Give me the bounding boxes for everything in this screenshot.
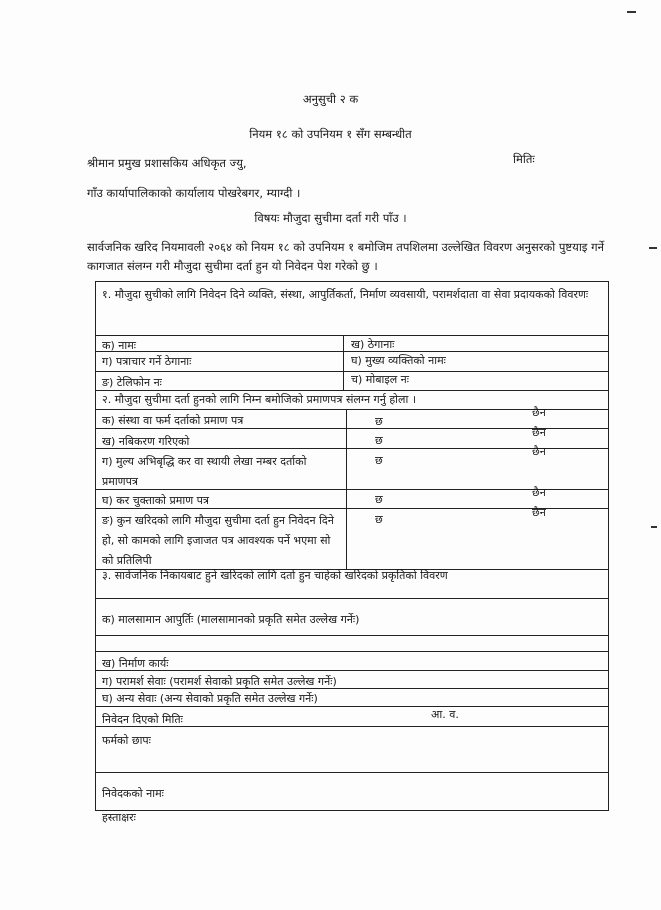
date-label: मितिः xyxy=(513,152,535,166)
section2-heading: २. मौजुदा सुचीमा दर्ता हुनको लागि निम्न बमोजिको प्रमाणपत्र संलग्न गर्नु होला । xyxy=(102,393,416,406)
goods-supply-label: क) मालसामान आपुर्तिः (मालसामानको प्रकृति समेत उल्लेख गर्नेः) xyxy=(102,613,360,626)
scan-mark xyxy=(627,11,636,13)
row-divider xyxy=(96,351,608,352)
section1-heading: १. मौजुदा सुचीको लागि निवेदन दिने व्यक्ति, संस्था, आपुर्तिकर्ता, निर्माण व्यवसायी, परामर्शदाता वा सेवा प्रदायकको विवरणः xyxy=(102,288,589,301)
annex-title: अनुसुची २ क xyxy=(302,92,359,106)
office-address: गाँउ कार्यापालिकाको कार्यालाय पोखरेबगर, म्याग्दी । xyxy=(87,186,301,200)
name-label: क) नामः xyxy=(102,339,136,352)
cert-item: ग) मुल्य अभिबृद्धि कर वा स्थायी लेखा नम्बर दर्ताको प्रमाणपत्र xyxy=(102,455,307,488)
postal-address-label: ग) पत्राचार गर्ने ठेगानाः xyxy=(102,355,192,368)
firm-stamp-label: फर्मको छापः xyxy=(102,734,151,747)
row-divider xyxy=(96,726,608,727)
row-divider xyxy=(96,706,608,707)
intro-paragraph: सार्वजनिक खरिद नियमावली २०६४ को नियम १८ को उपनियम १ बमोजिम तपशिलमा उल्लेखित विवरण अनुसरको पुष्टयाइ गर्ने कागजात संलग्न गरी मौजुदा सुचीमा दर्ता हुन यो निवेदन पेश गरेको छु । xyxy=(87,240,604,273)
scan-mark xyxy=(651,526,657,528)
row-divider xyxy=(96,651,608,652)
no-option: छैन xyxy=(532,486,546,499)
yes-option: छ xyxy=(375,513,383,526)
fiscal-year-label: आ. व. xyxy=(431,708,459,721)
other-services-label: घ) अन्य सेवाः (अन्य सेवाको प्रकृति समेत उल्लेख गर्नेः) xyxy=(102,692,318,705)
scan-mark xyxy=(649,247,657,249)
cert-item: क) संस्था वा फर्म दर्ताको प्रमाण पत्र xyxy=(102,414,244,427)
salutation: श्रीमान प्रमुख प्रशासकिय अधिकृत ज्यु, xyxy=(87,156,247,170)
subject-line: विषयः मौजुदा सुचीमा दर्ता गरी पाँउ । xyxy=(254,211,407,225)
yes-option: छ xyxy=(375,434,383,447)
cert-item: घ) कर चुक्ताको प्रमाण पत्र xyxy=(102,494,209,507)
row-divider xyxy=(96,598,608,599)
cert-item: ख) नबिकरण गरिएको xyxy=(102,435,190,448)
applicant-name-label: निवेदकको नामः xyxy=(102,787,164,800)
no-option: छैन xyxy=(532,426,546,439)
mobile-label: च) मोबाइल नः xyxy=(351,373,410,386)
telephone-label: ङ) टेलिफोन नः xyxy=(102,376,162,389)
application-form-table xyxy=(95,281,609,811)
section3-heading: ३. सार्वजनिक निकायबाट हुने खरिदको लागि दर्ता हुन चाहेको खरिदको प्रकृतिको विवरण xyxy=(102,569,448,582)
no-option: छैन xyxy=(532,406,546,419)
row-divider xyxy=(96,635,608,636)
row-divider xyxy=(96,371,608,372)
row-divider xyxy=(96,670,608,671)
yes-option: छ xyxy=(375,415,383,428)
cert-item: ङ) कुन खरिदको लागि मौजुदा सुचीमा दर्ता हुन निवेदन दिने हो, सो कामको लागि इजाजत पत्र आवश्यक पर्ने भएमा सो को प्रतिलिपी xyxy=(102,514,334,567)
yes-option: छ xyxy=(375,454,383,467)
rule-reference: नियम १८ को उपनियम १ सँग सम्बन्धीत xyxy=(249,127,412,141)
row-divider xyxy=(96,688,608,689)
column-divider xyxy=(343,335,344,390)
row-divider xyxy=(96,335,608,336)
signature-label: हस्ताक्षरः xyxy=(102,811,136,824)
row-divider xyxy=(96,390,608,391)
no-option: छैन xyxy=(532,506,546,519)
yes-option: छ xyxy=(375,493,383,506)
application-date-label: निवेदन दिएको मितिः xyxy=(102,713,183,726)
consulting-label: ग) परामर्श सेवाः (परामर्श सेवाको प्रकृति समेत उल्लेख गर्नेः) xyxy=(102,675,337,688)
row-divider xyxy=(96,772,608,773)
no-option: छैन xyxy=(532,445,546,458)
key-person-label: घ) मुख्य व्यक्तिको नामः xyxy=(351,354,446,367)
address-label: ख) ठेगानाः xyxy=(351,338,395,351)
works-label: ख) निर्माण कार्यः xyxy=(102,657,169,670)
